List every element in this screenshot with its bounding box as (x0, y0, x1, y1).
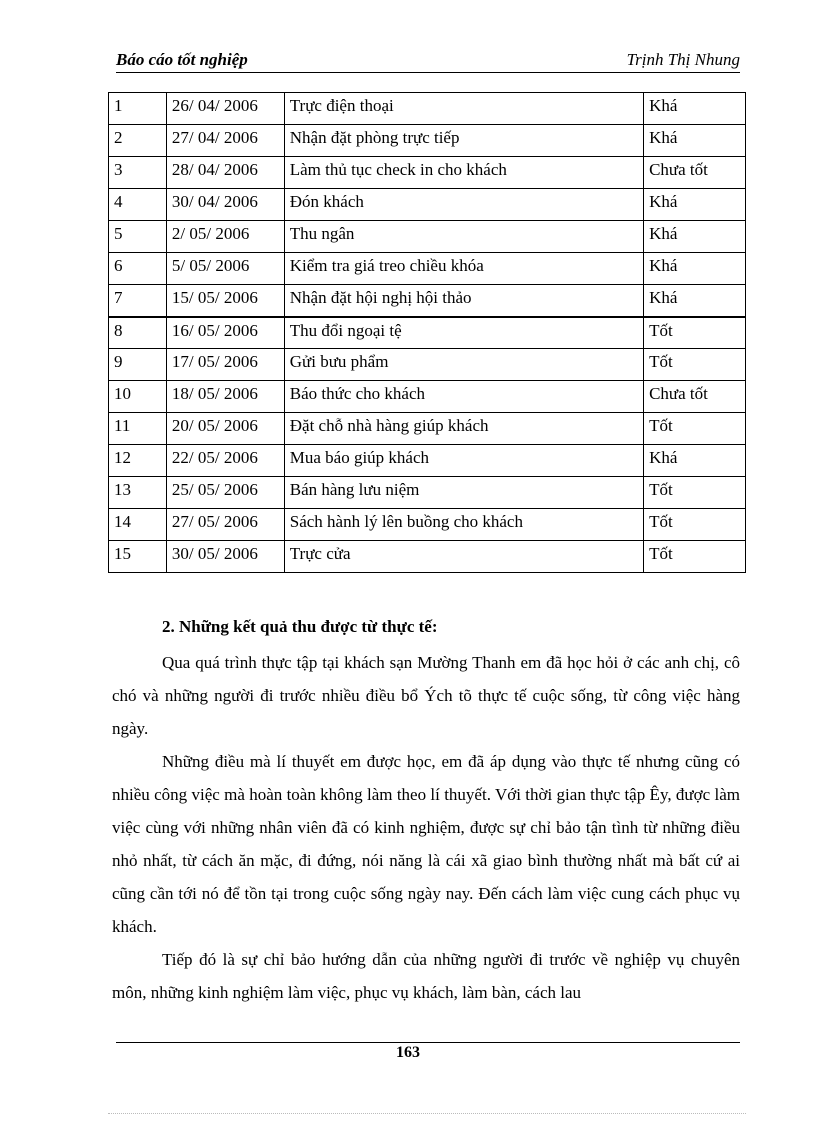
date-cell: 18/ 05/ 2006 (166, 381, 284, 413)
row-number-cell: 7 (109, 285, 167, 317)
date-cell: 25/ 05/ 2006 (166, 477, 284, 509)
task-cell: Trực điện thoại (284, 93, 643, 125)
page-bottom-edge (108, 1113, 746, 1114)
row-number-cell: 1 (109, 93, 167, 125)
task-cell: Đón khách (284, 189, 643, 221)
row-number-cell: 10 (109, 381, 167, 413)
section-title: 2. Những kết quả thu được từ thực tế: (162, 617, 438, 636)
table-row (109, 541, 746, 573)
paragraph: Qua quá trình thực tập tại khách sạn Mường Thanh em đã học hỏi ở các anh chị, cô chó và những người đi trước nhiều điều bổ Ých tõ thực tế cuộc sống, từ công việc hàng ngày. (112, 653, 740, 738)
header-author-name: Trịnh Thị Nhung (626, 50, 740, 69)
task-cell: Báo thức cho khách (284, 381, 643, 413)
row-number-cell: 11 (109, 413, 167, 445)
rating-cell: Khá (644, 445, 746, 477)
date-cell: 28/ 04/ 2006 (166, 157, 284, 189)
table-row (109, 381, 746, 413)
page-number: 163 (396, 1044, 420, 1061)
rating-cell: Tốt (644, 413, 746, 445)
rating-cell: Khá (644, 189, 746, 221)
task-cell: Mua báo giúp khách (284, 445, 643, 477)
table-row (109, 253, 746, 285)
row-number-cell: 4 (109, 189, 167, 221)
table-row (109, 413, 746, 445)
date-cell: 27/ 04/ 2006 (166, 125, 284, 157)
internship-schedule-table (108, 92, 746, 573)
rating-cell: Khá (644, 93, 746, 125)
table-row (109, 509, 746, 541)
body-text (112, 646, 740, 1009)
table-row (109, 221, 746, 253)
rating-cell: Khá (644, 221, 746, 253)
table-row (109, 189, 746, 221)
date-cell: 2/ 05/ 2006 (166, 221, 284, 253)
row-number-cell: 15 (109, 541, 167, 573)
row-number-cell: 3 (109, 157, 167, 189)
table-row (109, 317, 746, 349)
paragraph: Những điều mà lí thuyết em được học, em đã áp dụng vào thực tế nhưng cũng có nhiều công việc mà hoàn toàn không làm theo lí thuyết. Với thời gian thực tập Êy, được làm việc cùng với những nhân viên đã có kinh nghiệm, được sự chỉ bảo tận tình từ những điều nhỏ nhất, từ cách ăn mặc, đi đứng, nói năng là cái xã giao bình thường nhất mà bất cứ ai cũng cần tới nó để tồn tại trong cuộc sống ngày nay. Đến cách làm việc cung cách phục vụ khách. (112, 752, 740, 936)
table-body (109, 93, 746, 573)
task-cell: Thu đổi ngoại tệ (284, 317, 643, 349)
date-cell: 27/ 05/ 2006 (166, 509, 284, 541)
task-cell: Sách hành lý lên buồng cho khách (284, 509, 643, 541)
row-number-cell: 5 (109, 221, 167, 253)
date-cell: 30/ 04/ 2006 (166, 189, 284, 221)
rating-cell: Tốt (644, 541, 746, 573)
row-number-cell: 14 (109, 509, 167, 541)
rating-cell: Tốt (644, 509, 746, 541)
date-cell: 5/ 05/ 2006 (166, 253, 284, 285)
rating-cell: Chưa tốt (644, 157, 746, 189)
date-cell: 30/ 05/ 2006 (166, 541, 284, 573)
rating-cell: Tốt (644, 477, 746, 509)
table-row (109, 445, 746, 477)
task-cell: Kiểm tra giá treo chiều khóa (284, 253, 643, 285)
date-cell: 20/ 05/ 2006 (166, 413, 284, 445)
date-cell: 17/ 05/ 2006 (166, 349, 284, 381)
row-number-cell: 6 (109, 253, 167, 285)
date-cell: 26/ 04/ 2006 (166, 93, 284, 125)
rating-cell: Tốt (644, 317, 746, 349)
date-cell: 15/ 05/ 2006 (166, 285, 284, 317)
task-cell: Thu ngân (284, 221, 643, 253)
rating-cell: Khá (644, 285, 746, 317)
task-cell: Làm thủ tục check in cho khách (284, 157, 643, 189)
rating-cell: Chưa tốt (644, 381, 746, 413)
rating-cell: Khá (644, 125, 746, 157)
table-row (109, 125, 746, 157)
table-row (109, 349, 746, 381)
paragraph: Tiếp đó là sự chỉ bảo hướng dẫn của những người đi trước về nghiệp vụ chuyên môn, những kinh nghiệm làm việc, phục vụ khách, làm bàn, cách lau (112, 950, 740, 1002)
row-number-cell: 13 (109, 477, 167, 509)
footer-divider (116, 1042, 740, 1043)
rating-cell: Khá (644, 253, 746, 285)
task-cell: Bán hàng lưu niệm (284, 477, 643, 509)
row-number-cell: 9 (109, 349, 167, 381)
header-report-title: Báo cáo tốt nghiệp (116, 50, 248, 69)
task-cell: Đặt chỗ nhà hàng giúp khách (284, 413, 643, 445)
row-number-cell: 12 (109, 445, 167, 477)
rating-cell: Tốt (644, 349, 746, 381)
table-row (109, 285, 746, 317)
task-cell: Nhận đặt hội nghị hội thảo (284, 285, 643, 317)
row-number-cell: 2 (109, 125, 167, 157)
table-row (109, 93, 746, 125)
task-cell: Trực cửa (284, 541, 643, 573)
task-cell: Gửi bưu phẩm (284, 349, 643, 381)
date-cell: 16/ 05/ 2006 (166, 317, 284, 349)
table-row (109, 477, 746, 509)
date-cell: 22/ 05/ 2006 (166, 445, 284, 477)
page-header (116, 46, 740, 73)
row-number-cell: 8 (109, 317, 167, 349)
task-cell: Nhận đặt phòng trực tiếp (284, 125, 643, 157)
table-row (109, 157, 746, 189)
